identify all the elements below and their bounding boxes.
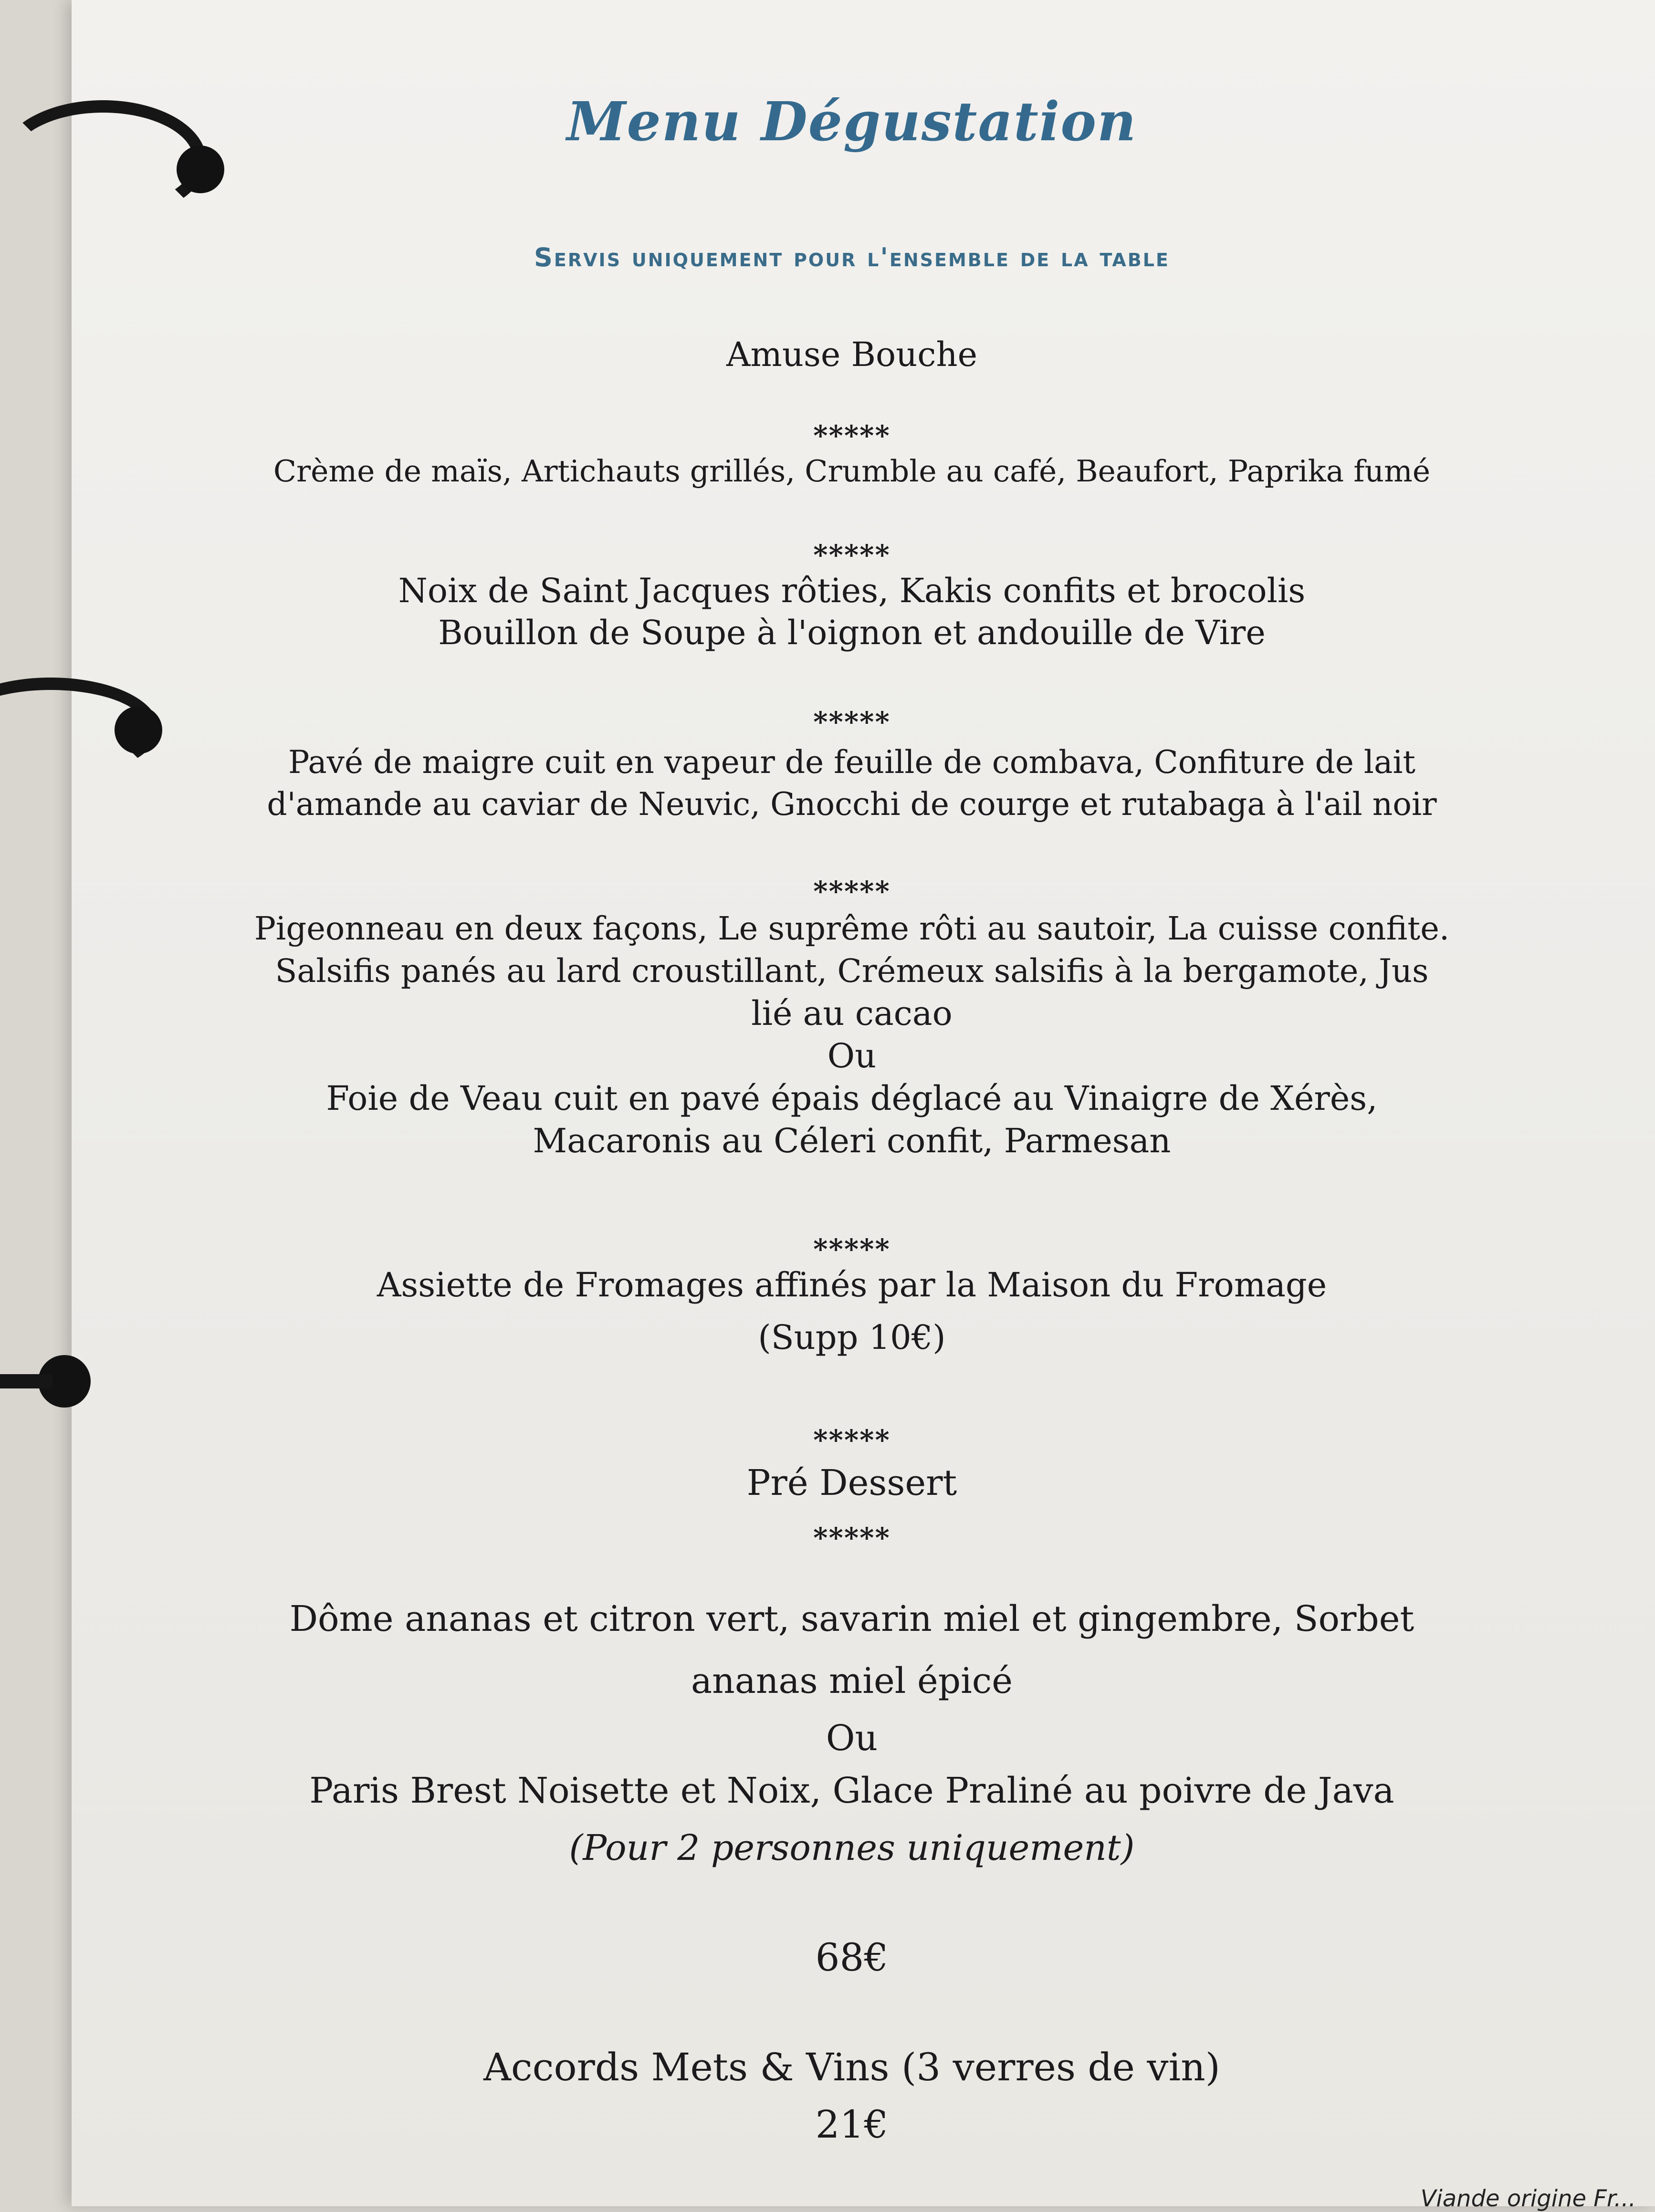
main-2-line-2: Macaronis au Céleri confit, Parmesan — [533, 1121, 1171, 1160]
main-2-line-1: Foie de Veau cuit en pavé épais déglacé au Vinaigre de Xérès, — [326, 1079, 1378, 1118]
cheese-line-1: Assiette de Fromages affinés par la Maison du Fromage — [377, 1265, 1327, 1304]
menu-subtitle: Servis uniquement pour l'ensemble de la table — [534, 242, 1170, 272]
wine-pairing: Accords Mets & Vins (3 verres de vin) — [483, 2045, 1220, 2089]
dessert-1-line-1: Dôme ananas et citron vert, savarin miel et gingembre, Sorbet — [289, 1598, 1414, 1639]
main-1-line-3: lié au cacao — [751, 994, 953, 1033]
separator: ***** — [813, 419, 890, 452]
menu-price: 68€ — [815, 1935, 889, 1980]
menu-title: Menu Dégustation — [566, 91, 1137, 153]
footnote: Viande origine Fr... — [1420, 2185, 1636, 2212]
cheese-line-2: (Supp 10€) — [758, 1318, 946, 1357]
binder-ring-bottom — [0, 1355, 143, 1422]
separator: ***** — [813, 1233, 890, 1265]
dessert-2-line-1: Paris Brest Noisette et Noix, Glace Praliné au poivre de Java — [309, 1770, 1394, 1811]
or-label: Ou — [827, 1036, 877, 1075]
dessert-1-line-2: ananas miel épicé — [691, 1660, 1013, 1701]
course-1: Crème de maïs, Artichauts grillés, Crumble au café, Beaufort, Paprika fumé — [273, 454, 1431, 489]
wine-pairing-price: 21€ — [815, 2102, 889, 2147]
amuse-bouche: Amuse Bouche — [726, 335, 977, 374]
course-3-line-2: d'amande au caviar de Neuvic, Gnocchi de courge et rutabaga à l'ail noir — [267, 786, 1437, 823]
or-label: Ou — [826, 1718, 878, 1759]
separator: ***** — [813, 539, 890, 571]
course-2-line-1: Noix de Saint Jacques rôties, Kakis confits et brocolis — [398, 571, 1306, 610]
main-1-line-1: Pigeonneau en deux façons, Le suprême rôti au sautoir, La cuisse confite. — [254, 910, 1450, 947]
course-2-line-2: Bouillon de Soupe à l'oignon et andouille de Vire — [438, 613, 1266, 652]
separator: ***** — [813, 875, 890, 908]
dessert-2-note: (Pour 2 personnes uniquement) — [569, 1827, 1135, 1868]
separator: ***** — [813, 1522, 890, 1554]
pre-dessert: Pré Dessert — [746, 1462, 957, 1503]
separator: ***** — [813, 1424, 890, 1456]
course-3-line-1: Pavé de maigre cuit en vapeur de feuille de combava, Confiture de lait — [288, 744, 1416, 781]
separator: ***** — [813, 706, 890, 738]
main-1-line-2: Salsifis panés au lard croustillant, Crémeux salsifis à la bergamote, Jus — [275, 952, 1429, 990]
